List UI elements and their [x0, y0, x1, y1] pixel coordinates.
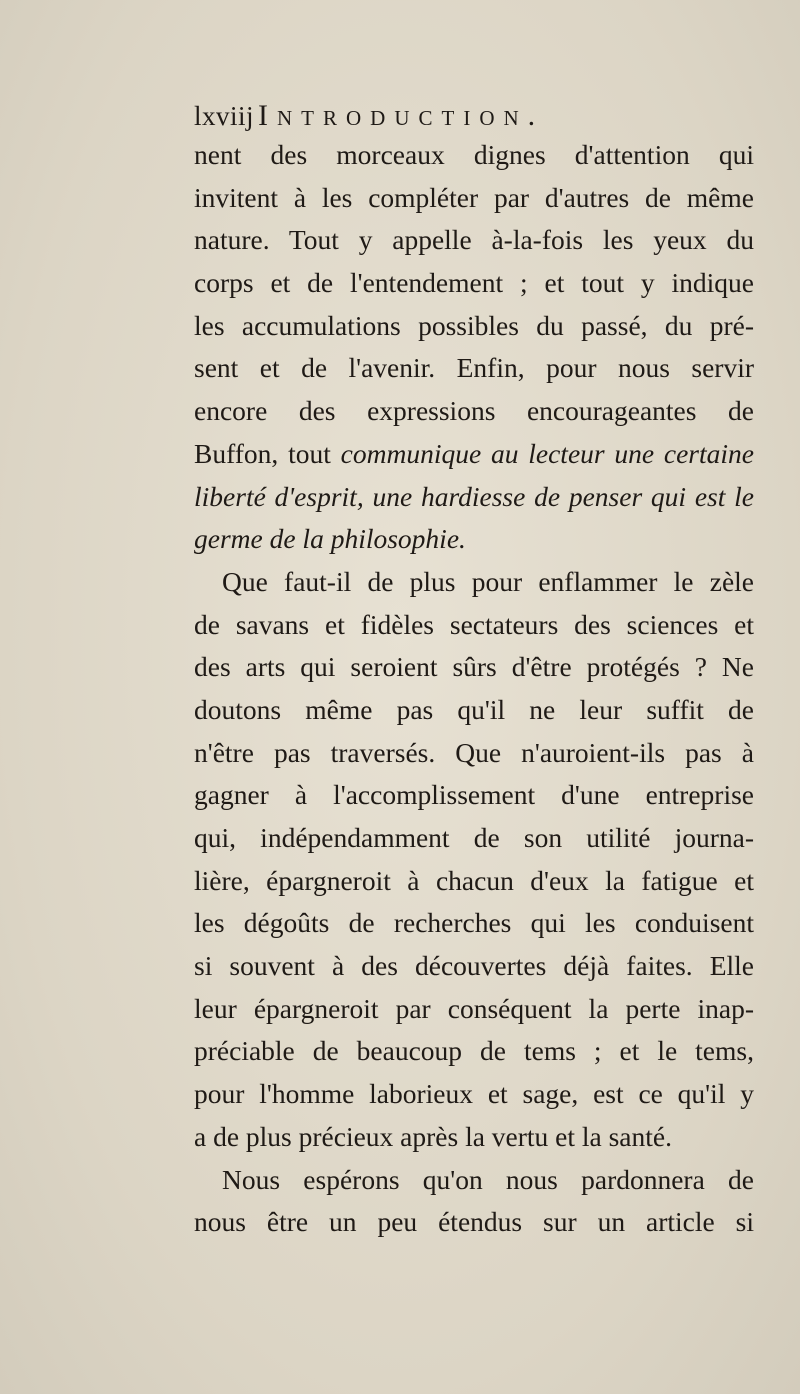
- page-number: lxviij: [194, 101, 255, 131]
- text-line: qui, indépendamment de son utilité journa-: [194, 822, 754, 853]
- text-line: n'être pas traversés. Que n'auroient-ils pas à: [194, 736, 754, 768]
- text-line: liberté d'esprit, une hardiesse de penser qui est le: [194, 480, 754, 512]
- text-line: les accumulations possibles du passé, du pré-: [194, 309, 754, 341]
- text-line: préciable de beaucoup de tems ; et le tems,: [194, 1035, 754, 1067]
- text-line: lière, épargneroit à chacun d'eux la fatigue et: [194, 864, 754, 896]
- text-line: invitent à les compléter par d'autres de même: [194, 181, 754, 213]
- text-line: les dégoûts de recherches qui les conduisent: [194, 907, 754, 939]
- text-line: a de plus précieux après la vertu et la santé.: [194, 1120, 672, 1152]
- text-line: si souvent à des découvertes déjà faites. Elle: [194, 950, 754, 982]
- italic-run: communique au lecteur une certaine: [340, 437, 754, 469]
- text-line: sent et de l'avenir. Enfin, pour nous servir: [194, 352, 754, 384]
- text-line: doutons même pas qu'il ne leur suffit de: [194, 693, 754, 725]
- text-line: encore des expressions encourageantes de: [194, 395, 754, 427]
- text-run: Buffon, tout: [194, 437, 341, 469]
- text-line: corps et de l'entendement ; et tout y indique: [194, 267, 754, 299]
- text-line: [194, 433, 754, 476]
- text-line: Que faut-il de plus pour enflammer le zèle: [222, 565, 754, 597]
- running-head: [194, 96, 754, 136]
- text-line: nous être un peu étendus sur un article si: [194, 1206, 754, 1238]
- text-line: nent des morceaux dignes d'attention qui: [194, 139, 754, 170]
- text-line: leur épargneroit par conséquent la perte inap-: [194, 992, 754, 1024]
- text-line: gagner à l'accomplissement d'une entreprise: [194, 779, 754, 811]
- text-line: germe de la philosophie.: [194, 523, 466, 555]
- text-line: des arts qui seroient sûrs d'être protégés ? Ne: [194, 651, 754, 683]
- text-line: nature. Tout y appelle à-la-fois les yeux du: [194, 224, 754, 256]
- running-title: Introduction.: [258, 99, 545, 132]
- text-line: pour l'homme laborieux et sage, est ce qu'il y: [194, 1078, 754, 1110]
- text-line: de savans et fidèles sectateurs des sciences et: [194, 608, 754, 640]
- body-text: [194, 134, 754, 1244]
- text-line: Nous espérons qu'on nous pardonnera de: [222, 1163, 754, 1195]
